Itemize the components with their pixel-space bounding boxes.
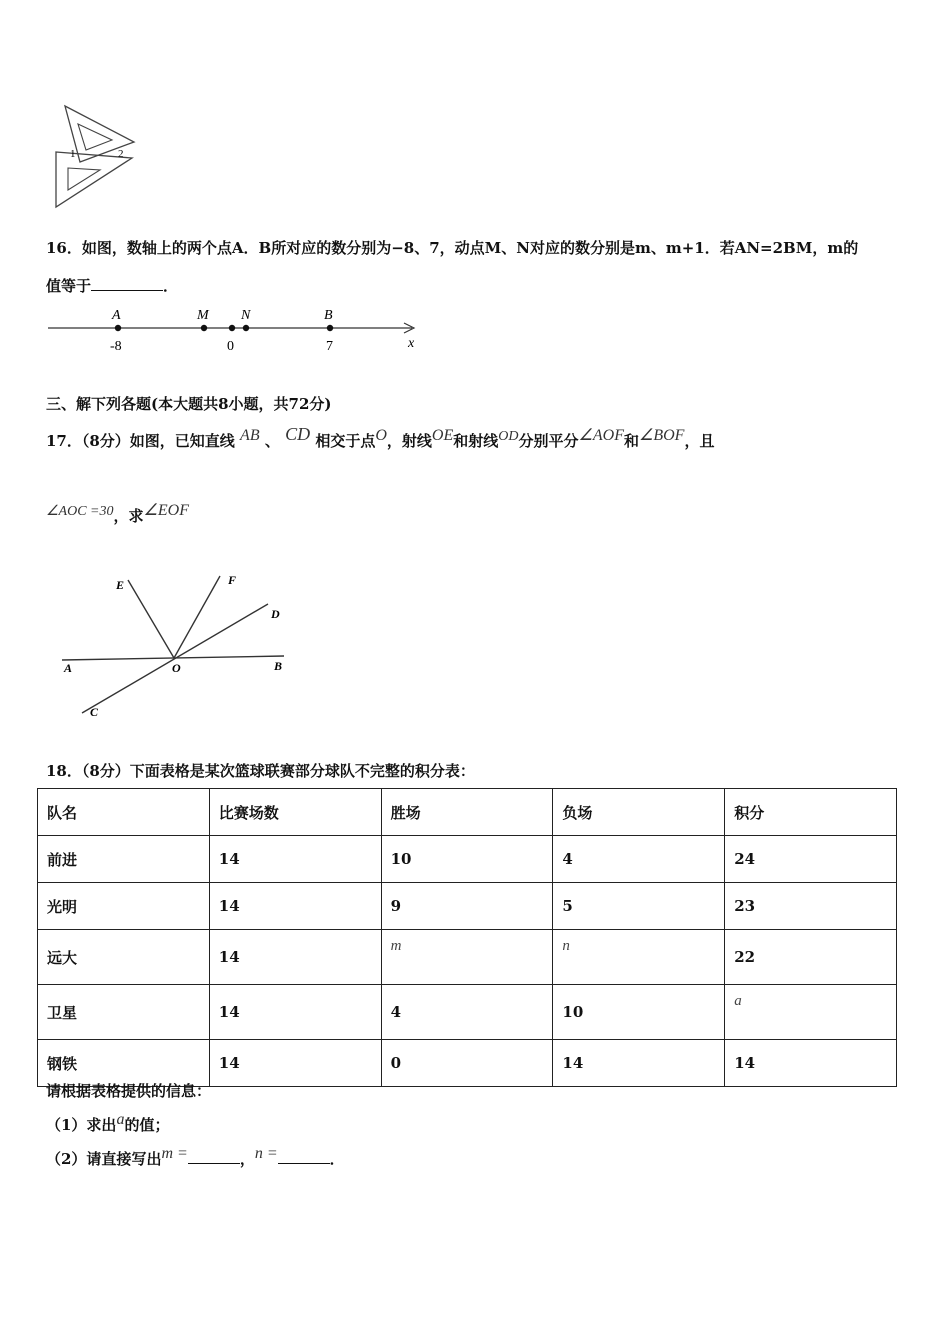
q16-line1: 16．如图，数轴上的两个点A．B所对应的数分别为−8、7，动点M、N对应的数分别是m、m+1．若AN=2BM，m的 <box>46 239 859 257</box>
q18-part2-n: n = <box>254 1145 278 1162</box>
m-answer-blank <box>188 1148 240 1164</box>
cell-games: 14 <box>209 883 381 930</box>
q17-O: O <box>375 427 387 444</box>
q18-part1-b: 的值； <box>124 1116 170 1134</box>
number-line-figure <box>46 305 426 355</box>
q18-title: 18．（8分）下面表格是某次篮球联赛部分球队不完整的积分表： <box>46 762 475 780</box>
table-row <box>38 836 897 883</box>
header-team: 队名 <box>38 789 210 836</box>
cell-wins-variable: m <box>381 930 553 985</box>
label-A: A <box>112 308 121 323</box>
cell-team: 光明 <box>38 883 210 930</box>
header-wins: 胜场 <box>381 789 553 836</box>
table-row <box>38 985 897 1040</box>
q16-answer-blank <box>91 275 163 291</box>
fig-label-E: E <box>116 578 125 592</box>
label-N: N <box>241 308 251 323</box>
label-B: B <box>324 308 333 323</box>
point-N <box>243 325 249 331</box>
q17-CD: CD <box>285 424 311 444</box>
q17-angle-AOF: ∠AOF <box>578 427 624 444</box>
cell-team: 远大 <box>38 930 210 985</box>
q17-t4: 分别平分 <box>518 432 579 450</box>
label-M: M <box>197 308 209 323</box>
q18-part2-m: m = <box>161 1145 188 1162</box>
cell-points: 24 <box>725 836 897 883</box>
q18-part2-end: ． <box>329 1150 345 1168</box>
q17-prefix: 17．（8分）如图，已知直线 <box>46 432 235 450</box>
lower-triangle-inner <box>68 168 100 190</box>
q16-line2-text: 值等于 <box>46 277 92 295</box>
q17-OE: OE <box>431 427 454 444</box>
point-A <box>115 325 121 331</box>
ray-OE <box>128 580 174 658</box>
fig-label-D: D <box>271 607 280 621</box>
fig-label-C: C <box>90 705 99 719</box>
q18-part1-var: a <box>116 1111 125 1128</box>
tick-minus-8: -8 <box>110 339 122 354</box>
point-B <box>327 325 333 331</box>
cell-team: 钢铁 <box>38 1040 210 1087</box>
axis-label-x: x <box>408 336 415 351</box>
cell-points: 22 <box>725 930 897 985</box>
header-games: 比赛场数 <box>209 789 381 836</box>
q17-line1 <box>46 424 715 451</box>
angle-label-2: 2 <box>118 148 124 160</box>
tick-0: 0 <box>227 339 234 354</box>
q17-sep: 、 <box>264 432 280 450</box>
header-losses: 负场 <box>553 789 725 836</box>
q16-line2-end: ． <box>163 277 179 295</box>
cell-team: 卫星 <box>38 985 210 1040</box>
cell-wins: 10 <box>381 836 553 883</box>
q16-line2 <box>46 275 178 296</box>
q18-part2-comma: ， <box>239 1150 255 1168</box>
cell-team: 前进 <box>38 836 210 883</box>
fig-label-B: B <box>274 659 283 673</box>
cell-points: 23 <box>725 883 897 930</box>
cell-wins: 0 <box>381 1040 553 1087</box>
q18-part2-a: （2）请直接写出 <box>46 1150 162 1168</box>
header-points: 积分 <box>725 789 897 836</box>
q17-line2 <box>46 502 189 526</box>
q17-t7: ，求 <box>113 507 144 525</box>
angle-label-1: 1 <box>70 148 76 160</box>
table-row <box>38 883 897 930</box>
cell-points: 14 <box>725 1040 897 1087</box>
q17-angle-EOF: ∠EOF <box>143 502 189 519</box>
section-3-title: 三、解下列各题(本大题共8小题，共72分) <box>46 395 332 413</box>
q17-t3: 和射线 <box>453 432 499 450</box>
cell-losses: 5 <box>553 883 725 930</box>
cell-losses-variable: n <box>553 930 725 985</box>
q18-part1-a: （1）求出 <box>46 1116 117 1134</box>
q17-t1: 相交于点 <box>315 432 376 450</box>
q17-angle-BOF: ∠BOF <box>638 427 685 444</box>
point-origin <box>229 325 235 331</box>
cell-wins: 9 <box>381 883 553 930</box>
angle-figure <box>58 568 303 723</box>
n-answer-blank <box>278 1148 330 1164</box>
q17-angle-AOC: ∠AOC =30 <box>46 504 114 519</box>
cell-games: 14 <box>209 985 381 1040</box>
table-header-row <box>38 789 897 836</box>
score-table <box>37 788 897 1087</box>
cell-games: 14 <box>209 836 381 883</box>
q18-part1 <box>46 1111 170 1135</box>
q17-t2: ，射线 <box>386 432 432 450</box>
cell-losses: 4 <box>553 836 725 883</box>
tick-7: 7 <box>326 339 333 354</box>
fig-label-F: F <box>228 573 237 587</box>
cell-games: 14 <box>209 1040 381 1087</box>
triangle-ruler-figure <box>48 100 143 215</box>
cell-losses: 14 <box>553 1040 725 1087</box>
q17-OD: OD <box>498 429 519 444</box>
q17-AB: AB <box>240 427 260 444</box>
lower-triangle-outer <box>56 152 132 207</box>
fig-label-A: A <box>64 661 73 675</box>
table-row <box>38 930 897 985</box>
cell-points-variable: a <box>725 985 897 1040</box>
cell-losses: 10 <box>553 985 725 1040</box>
q17-t6: ，且 <box>684 432 715 450</box>
fig-label-O: O <box>172 661 181 675</box>
q18-part2 <box>46 1145 345 1169</box>
q18-info: 请根据表格提供的信息： <box>46 1082 212 1100</box>
cell-wins: 4 <box>381 985 553 1040</box>
cell-games: 14 <box>209 930 381 985</box>
point-M <box>201 325 207 331</box>
q17-t5: 和 <box>623 432 639 450</box>
